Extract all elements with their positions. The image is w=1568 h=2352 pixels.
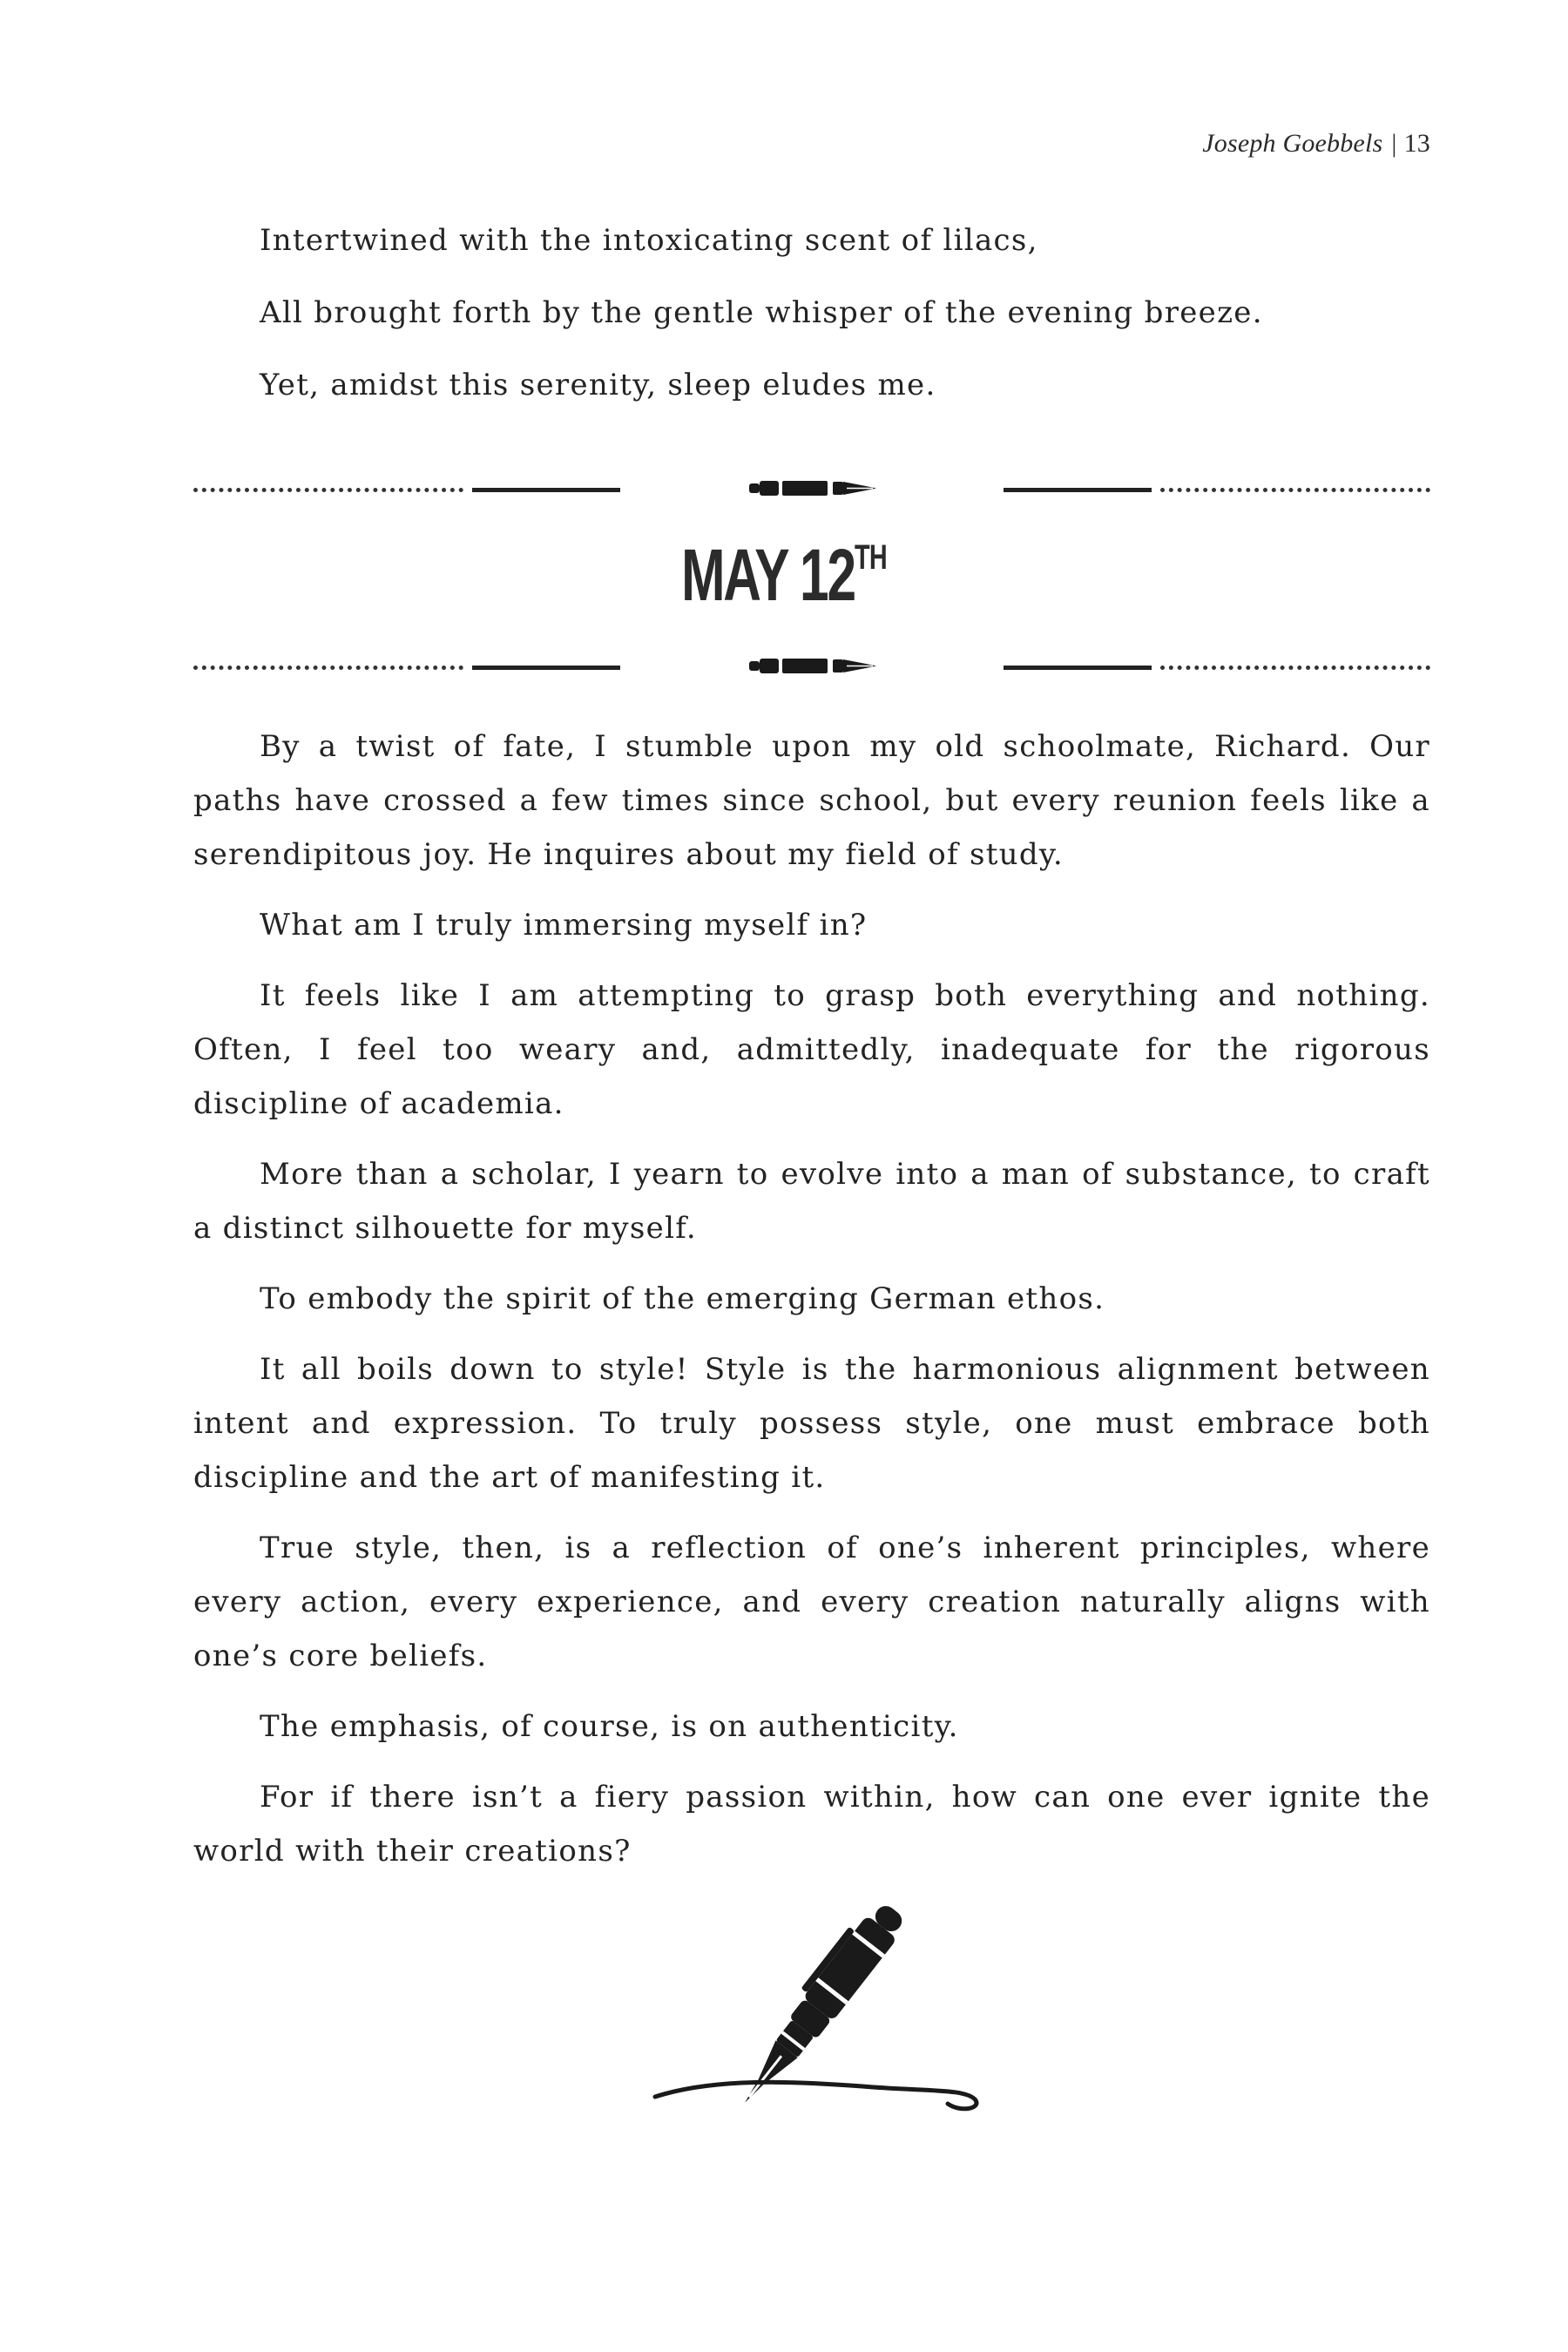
- entry-date: MAY 12: [681, 534, 855, 616]
- running-header: [1202, 129, 1430, 159]
- verse-line: Intertwined with the intoxicating scent of lilacs,: [260, 223, 1038, 258]
- divider-dots-right: [1160, 488, 1430, 492]
- entry-paragraph: The emphasis, of course, is on authenticity.: [260, 1709, 959, 1744]
- divider-rule-right: [1004, 488, 1152, 492]
- entry-body: [193, 720, 1430, 1895]
- entry-paragraph: It all boils down to style! Style is the harmonious alignment between intent and expression. To truly possess style, one must embrace both discipline and the art of manifesting it.: [193, 1352, 1430, 1495]
- divider-dots-right: [1160, 666, 1430, 670]
- entry-paragraph: It feels like I am attempting to grasp both everything and nothing. Often, I feel too weary and, admittedly, inadequate for the rigorous discipline of academia.: [193, 978, 1430, 1121]
- fountain-pen-icon: [744, 648, 880, 683]
- divider-dots-left: [193, 666, 463, 670]
- verse-continuation: [193, 213, 1430, 430]
- divider-rule-right: [1004, 666, 1152, 670]
- divider-bottom: [193, 648, 1430, 683]
- entry-paragraph: What am I truly immersing myself in?: [260, 908, 868, 943]
- running-title: Joseph Goebbels: [1202, 129, 1383, 158]
- entry-date-heading: [220, 533, 1348, 618]
- entry-paragraph: To embody the spirit of the emerging German ethos.: [260, 1281, 1105, 1316]
- entry-date-suffix: TH: [854, 538, 887, 577]
- entry-paragraph: True style, then, is a reflection of one’s inherent principles, where every action, every experience, and every creation naturally aligns with one’s core beliefs.: [193, 1531, 1430, 1673]
- fountain-pen-flourish-icon: [645, 1895, 993, 2121]
- entry-paragraph: By a twist of fate, I stumble upon my old schoolmate, Richard. Our paths have crossed a few times since school, but every reunion feels like a serendipitous joy. He inquires about my field of study.: [193, 729, 1430, 872]
- entry-paragraph: For if there isn’t a fiery passion within, how can one ever ignite the world with their creations?: [193, 1780, 1430, 1869]
- verse-line: All brought forth by the gentle whisper of the evening breeze.: [260, 295, 1263, 330]
- header-separator: |: [1391, 129, 1397, 158]
- entry-paragraph: More than a scholar, I yearn to evolve into a man of substance, to craft a distinct silhouette for myself.: [193, 1157, 1430, 1246]
- divider-rule-left: [472, 488, 620, 492]
- divider-top: [193, 470, 1430, 505]
- verse-line: Yet, amidst this serenity, sleep eludes me.: [260, 368, 936, 402]
- divider-rule-left: [472, 666, 620, 670]
- page-number: 13: [1403, 129, 1430, 158]
- fountain-pen-icon: [744, 470, 880, 505]
- divider-dots-left: [193, 488, 463, 492]
